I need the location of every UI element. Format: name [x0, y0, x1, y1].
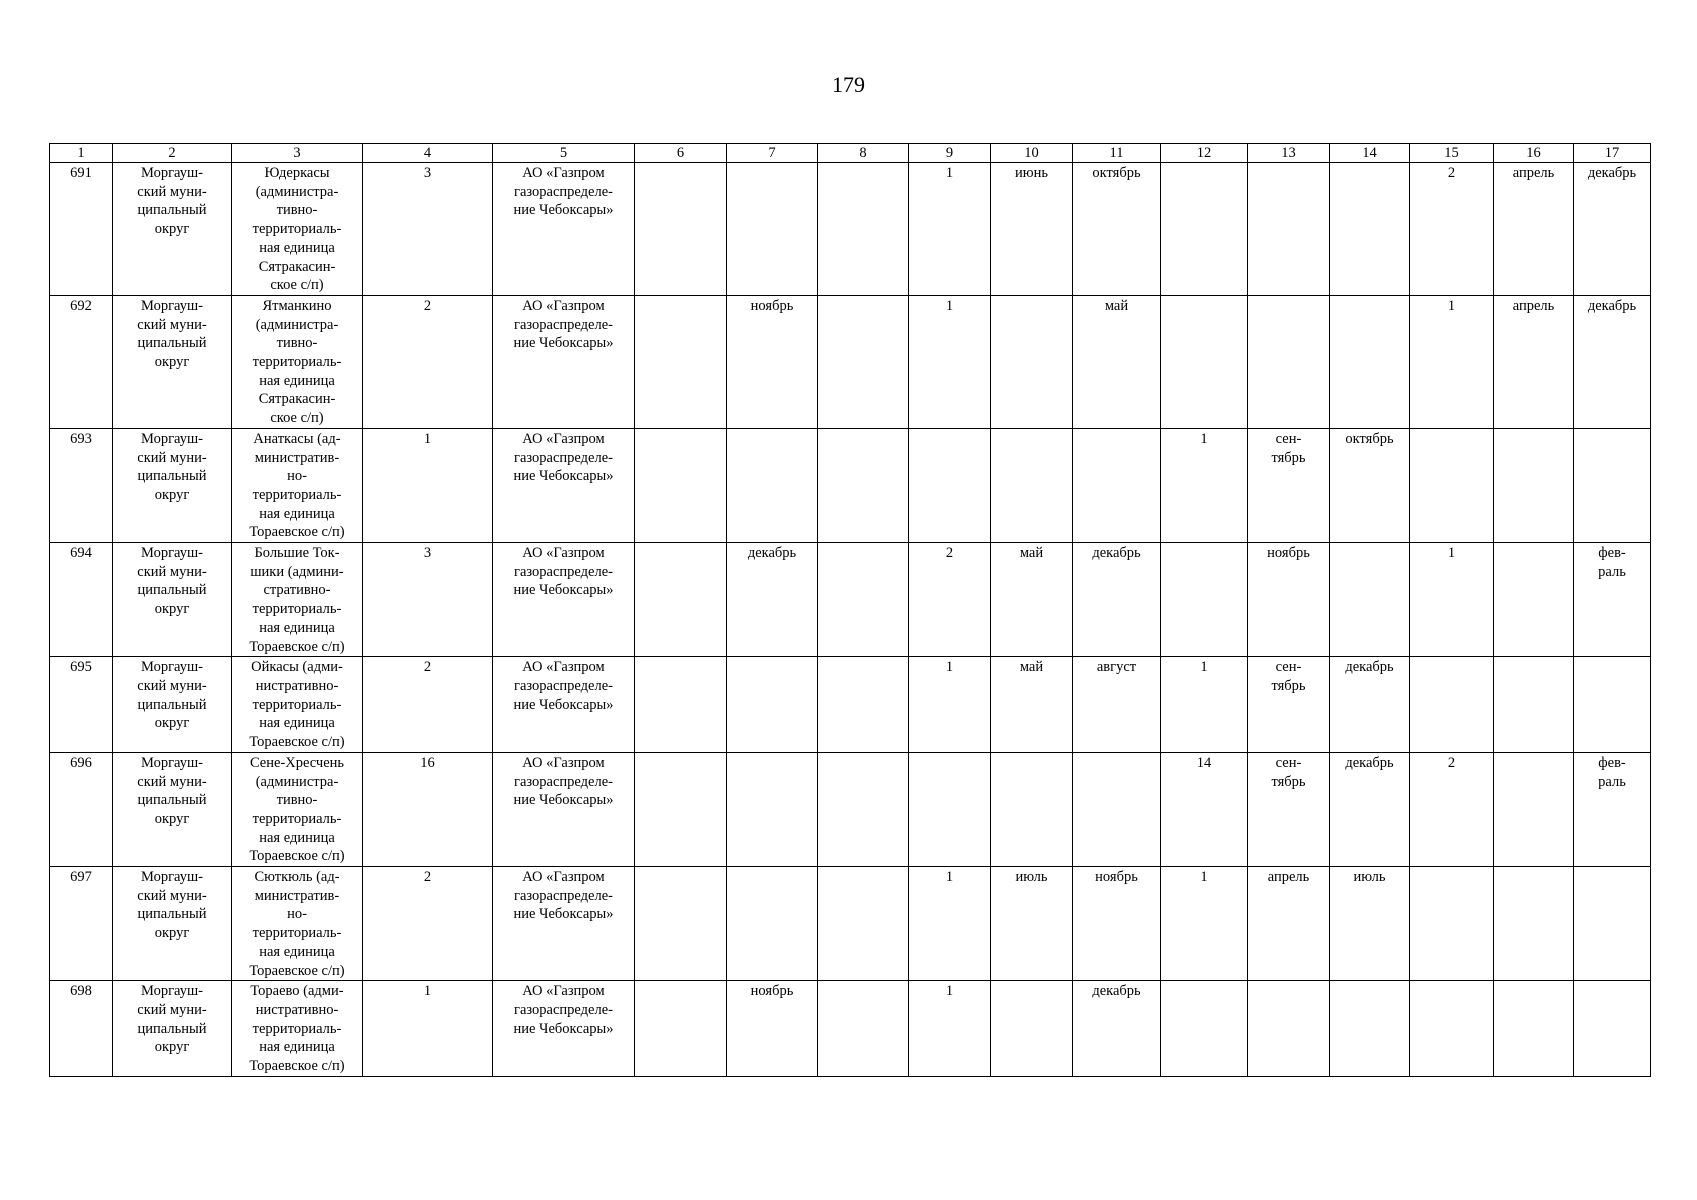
col8-cell [818, 981, 909, 1077]
cell-line: Большие Ток- [254, 545, 340, 562]
col9-cell [909, 428, 991, 542]
cell-line: ский муни- [137, 887, 207, 904]
cell-line: (администра- [255, 183, 339, 200]
settlement-cell [232, 295, 363, 428]
cell-line: территориаль- [252, 601, 342, 618]
col17-cell [1574, 428, 1651, 542]
cell-line: (администра- [255, 316, 339, 333]
page-number: 179 [832, 72, 865, 97]
col15-cell: 2 [1410, 752, 1494, 866]
cell-line: ние Чебоксары» [513, 906, 614, 923]
row-number-cell: 696 [50, 752, 113, 866]
cell-line: ский муни- [137, 677, 207, 694]
quantity-cell: 2 [363, 867, 493, 981]
district-cell [113, 981, 232, 1077]
col7-cell [727, 657, 818, 753]
cell-line: территориаль- [252, 486, 342, 503]
row-number-cell: 691 [50, 163, 113, 296]
cell-line: ский муни- [137, 563, 207, 580]
row-number-cell: 694 [50, 543, 113, 657]
col13-cell: ноябрь [1248, 543, 1330, 657]
quantity-cell: 1 [363, 981, 493, 1077]
col15-cell [1410, 867, 1494, 981]
column-number-cell: 11 [1073, 144, 1161, 163]
col7-cell: ноябрь [727, 295, 818, 428]
col11-cell: ноябрь [1073, 867, 1161, 981]
cell-line: АО «Газпром [522, 545, 605, 562]
col11-cell: октябрь [1073, 163, 1161, 296]
col12-cell: 14 [1161, 752, 1248, 866]
col9-cell: 1 [909, 163, 991, 296]
cell-line: ский муни- [137, 316, 207, 333]
column-number-cell: 7 [727, 144, 818, 163]
table-row [50, 867, 1651, 981]
col9-cell: 1 [909, 867, 991, 981]
district-cell [113, 657, 232, 753]
col7-cell [727, 867, 818, 981]
cell-line: Анаткасы (ад- [253, 430, 341, 447]
cell-line: ная единица [259, 1039, 335, 1056]
col16-cell [1494, 867, 1574, 981]
cell-line: округ [154, 486, 190, 503]
col8-cell [818, 543, 909, 657]
settlement-cell [232, 981, 363, 1077]
col7-cell: ноябрь [727, 981, 818, 1077]
column-number-cell: 8 [818, 144, 909, 163]
col12-cell: 1 [1161, 657, 1248, 753]
table-row [50, 295, 1651, 428]
table-row [50, 657, 1651, 753]
cell-line: ципальный [137, 906, 207, 923]
col10-cell [991, 428, 1073, 542]
quantity-cell: 3 [363, 543, 493, 657]
col10-cell: май [991, 543, 1073, 657]
cell-line: ние Чебоксары» [513, 792, 614, 809]
district-cell [113, 752, 232, 866]
row-number-cell: 695 [50, 657, 113, 753]
col16-cell: апрель [1494, 163, 1574, 296]
cell-line: Ятманкино [262, 297, 332, 314]
table-row [50, 428, 1651, 542]
district-cell [113, 867, 232, 981]
col8-cell [818, 657, 909, 753]
table-row [50, 163, 1651, 296]
cell-line: ципальный [137, 468, 207, 485]
organization-cell [493, 752, 635, 866]
cell-line: Юдеркасы [264, 165, 330, 181]
cell-line: Моргауш- [141, 869, 203, 886]
cell-line: ципальный [137, 792, 207, 809]
cell-line: ципальный [137, 335, 207, 352]
cell-line: Тораевское с/п) [249, 734, 345, 751]
organization-cell [493, 295, 635, 428]
organization-cell [493, 867, 635, 981]
col14-cell [1330, 543, 1410, 657]
cell-line: но- [287, 468, 307, 485]
cell-line: территориаль- [252, 354, 342, 371]
col9-cell: 2 [909, 543, 991, 657]
col16-cell [1494, 428, 1574, 542]
cell-line: территориаль- [252, 1020, 342, 1037]
cell-line: шики (админи- [250, 563, 344, 580]
cell-line: округ [154, 601, 190, 618]
col13-cell [1248, 163, 1330, 296]
organization-cell [493, 657, 635, 753]
column-number-cell: 5 [493, 144, 635, 163]
col16-cell: апрель [1494, 295, 1574, 428]
settlement-cell [232, 657, 363, 753]
col12-cell: 1 [1161, 428, 1248, 542]
data-table [49, 143, 1651, 1077]
cell-line: ная единица [259, 505, 335, 522]
col6-cell [635, 657, 727, 753]
col12-cell [1161, 163, 1248, 296]
col17-cell: декабрь [1574, 295, 1651, 428]
col12-cell [1161, 543, 1248, 657]
column-number-cell: 2 [113, 144, 232, 163]
col9-cell [909, 752, 991, 866]
cell-line: ная единица [259, 372, 335, 389]
col14-cell: октябрь [1330, 428, 1410, 542]
col8-cell [818, 295, 909, 428]
col6-cell [635, 543, 727, 657]
cell-line: территориаль- [252, 696, 342, 713]
cell-line: округ [154, 715, 190, 732]
cell-line: ципальный [137, 582, 207, 599]
settlement-cell [232, 163, 363, 296]
col17-cell: фев- раль [1574, 543, 1651, 657]
col10-cell [991, 752, 1073, 866]
cell-line: ная единица [259, 943, 335, 960]
quantity-cell: 2 [363, 657, 493, 753]
col10-cell: июнь [991, 163, 1073, 296]
col17-cell [1574, 867, 1651, 981]
col11-cell [1073, 428, 1161, 542]
cell-line: Моргауш- [141, 545, 203, 562]
col17-cell: фев- раль [1574, 752, 1651, 866]
cell-line: округ [154, 925, 190, 942]
col15-cell: 1 [1410, 543, 1494, 657]
col15-cell [1410, 657, 1494, 753]
settlement-cell [232, 543, 363, 657]
col10-cell: июль [991, 867, 1073, 981]
settlement-cell [232, 428, 363, 542]
cell-line: Тораевское с/п) [249, 962, 345, 979]
col9-cell: 1 [909, 981, 991, 1077]
col16-cell [1494, 657, 1574, 753]
cell-line: АО «Газпром [522, 754, 605, 771]
cell-line: стративно- [263, 582, 331, 599]
cell-line: ная единица [259, 715, 335, 732]
cell-line: ское с/п) [270, 277, 324, 294]
col6-cell [635, 428, 727, 542]
col11-cell: август [1073, 657, 1161, 753]
cell-line: округ [154, 354, 190, 371]
cell-line: Тораево (адми- [250, 983, 344, 1000]
cell-line: газораспределе- [514, 773, 613, 790]
district-cell [113, 428, 232, 542]
col14-cell [1330, 295, 1410, 428]
cell-line: газораспределе- [514, 449, 613, 466]
row-number-cell: 697 [50, 867, 113, 981]
cell-line: ский муни- [137, 1001, 207, 1018]
col7-cell: декабрь [727, 543, 818, 657]
col7-cell [727, 752, 818, 866]
cell-line: министратив- [254, 887, 340, 904]
organization-cell [493, 428, 635, 542]
col8-cell [818, 752, 909, 866]
col13-cell [1248, 295, 1330, 428]
cell-line: ние Чебоксары» [513, 1020, 614, 1037]
column-number-cell: 13 [1248, 144, 1330, 163]
cell-line: ский муни- [137, 449, 207, 466]
cell-line: Моргауш- [141, 297, 203, 314]
col15-cell: 2 [1410, 163, 1494, 296]
col7-cell [727, 428, 818, 542]
cell-line: тивно- [276, 335, 318, 352]
column-number-row [50, 144, 1651, 163]
organization-cell [493, 163, 635, 296]
cell-line: ние Чебоксары» [513, 696, 614, 713]
cell-line: ский муни- [137, 183, 207, 200]
cell-line: Тораевское с/п) [249, 848, 345, 865]
cell-line: газораспределе- [514, 316, 613, 333]
cell-line: Сятракасин- [258, 258, 336, 275]
col13-cell: апрель [1248, 867, 1330, 981]
cell-line: газораспределе- [514, 887, 613, 904]
table-row [50, 981, 1651, 1077]
col16-cell [1494, 752, 1574, 866]
cell-line: ский муни- [137, 773, 207, 790]
cell-line: тивно- [276, 202, 318, 219]
cell-line: газораспределе- [514, 183, 613, 200]
column-number-cell: 17 [1574, 144, 1651, 163]
col10-cell [991, 981, 1073, 1077]
col10-cell: май [991, 657, 1073, 753]
col13-cell [1248, 981, 1330, 1077]
cell-line: Сятракасин- [258, 391, 336, 408]
cell-line: Тораевское с/п) [249, 1058, 345, 1075]
col8-cell [818, 867, 909, 981]
cell-line: Тораевское с/п) [249, 638, 345, 655]
column-number-cell: 6 [635, 144, 727, 163]
cell-line: газораспределе- [514, 563, 613, 580]
column-number-cell: 4 [363, 144, 493, 163]
col12-cell: 1 [1161, 867, 1248, 981]
col11-cell [1073, 752, 1161, 866]
table-body [50, 163, 1651, 1077]
col12-cell [1161, 295, 1248, 428]
col8-cell [818, 163, 909, 296]
col9-cell: 1 [909, 295, 991, 428]
cell-line: (администра- [255, 773, 339, 790]
organization-cell [493, 543, 635, 657]
cell-line: АО «Газпром [522, 430, 605, 447]
col6-cell [635, 752, 727, 866]
cell-line: но- [287, 906, 307, 923]
cell-line: территориаль- [252, 810, 342, 827]
col17-cell: декабрь [1574, 163, 1651, 296]
col6-cell [635, 981, 727, 1077]
cell-line: министратив- [254, 449, 340, 466]
column-number-cell: 15 [1410, 144, 1494, 163]
col6-cell [635, 867, 727, 981]
column-number-cell: 12 [1161, 144, 1248, 163]
col10-cell [991, 295, 1073, 428]
settlement-cell [232, 752, 363, 866]
cell-line: Моргауш- [141, 659, 203, 676]
row-number-cell: 693 [50, 428, 113, 542]
column-number-cell: 9 [909, 144, 991, 163]
cell-line: Моргауш- [141, 754, 203, 771]
cell-line: нистративно- [255, 1001, 339, 1018]
quantity-cell: 16 [363, 752, 493, 866]
cell-line: АО «Газпром [522, 983, 605, 1000]
cell-line: ние Чебоксары» [513, 468, 614, 485]
col17-cell [1574, 981, 1651, 1077]
cell-line: тивно- [276, 792, 318, 809]
col11-cell: декабрь [1073, 981, 1161, 1077]
cell-line: ная единица [259, 829, 335, 846]
col14-cell: декабрь [1330, 752, 1410, 866]
cell-line: территориаль- [252, 221, 342, 238]
cell-line: АО «Газпром [522, 165, 605, 181]
cell-line: ципальный [137, 1020, 207, 1037]
col15-cell [1410, 981, 1494, 1077]
cell-line: ское с/п) [270, 410, 324, 427]
organization-cell [493, 981, 635, 1077]
col13-cell: сен- тябрь [1248, 657, 1330, 753]
cell-line: нистративно- [255, 677, 339, 694]
cell-line: АО «Газпром [522, 297, 605, 314]
cell-line: ная единица [259, 619, 335, 636]
col15-cell: 1 [1410, 295, 1494, 428]
cell-line: АО «Газпром [522, 659, 605, 676]
cell-line: ние Чебоксары» [513, 202, 614, 219]
col7-cell [727, 163, 818, 296]
col16-cell [1494, 543, 1574, 657]
col12-cell [1161, 981, 1248, 1077]
column-number-cell: 14 [1330, 144, 1410, 163]
col11-cell: май [1073, 295, 1161, 428]
column-number-cell: 1 [50, 144, 113, 163]
cell-line: ная единица [259, 239, 335, 256]
cell-line: округ [154, 810, 190, 827]
col11-cell: декабрь [1073, 543, 1161, 657]
col14-cell: декабрь [1330, 657, 1410, 753]
table-row [50, 543, 1651, 657]
col14-cell [1330, 163, 1410, 296]
column-number-cell: 10 [991, 144, 1073, 163]
col15-cell [1410, 428, 1494, 542]
col13-cell: сен- тябрь [1248, 428, 1330, 542]
district-cell [113, 163, 232, 296]
cell-line: ние Чебоксары» [513, 582, 614, 599]
cell-line: АО «Газпром [522, 869, 605, 886]
quantity-cell: 3 [363, 163, 493, 296]
district-cell [113, 295, 232, 428]
col8-cell [818, 428, 909, 542]
col9-cell: 1 [909, 657, 991, 753]
quantity-cell: 2 [363, 295, 493, 428]
cell-line: ципальный [137, 202, 207, 219]
cell-line: Сене-Хресчень [249, 754, 345, 771]
column-number-cell: 3 [232, 144, 363, 163]
table-row [50, 752, 1651, 866]
settlement-cell [232, 867, 363, 981]
col14-cell [1330, 981, 1410, 1077]
col6-cell [635, 295, 727, 428]
cell-line: ципальный [137, 696, 207, 713]
col17-cell [1574, 657, 1651, 753]
cell-line: округ [154, 221, 190, 238]
row-number-cell: 698 [50, 981, 113, 1077]
col14-cell: июль [1330, 867, 1410, 981]
cell-line: округ [154, 1039, 190, 1056]
col16-cell [1494, 981, 1574, 1077]
cell-line: Моргауш- [141, 983, 203, 1000]
column-number-cell: 16 [1494, 144, 1574, 163]
col6-cell [635, 163, 727, 296]
cell-line: Ойкасы (адми- [251, 659, 343, 676]
cell-line: Сюткюль (ад- [254, 869, 340, 886]
quantity-cell: 1 [363, 428, 493, 542]
cell-line: газораспределе- [514, 1001, 613, 1018]
cell-line: ние Чебоксары» [513, 335, 614, 352]
cell-line: Моргауш- [141, 165, 203, 181]
row-number-cell: 692 [50, 295, 113, 428]
cell-line: газораспределе- [514, 677, 613, 694]
cell-line: Тораевское с/п) [249, 524, 345, 541]
col13-cell: сен- тябрь [1248, 752, 1330, 866]
cell-line: Моргауш- [141, 430, 203, 447]
district-cell [113, 543, 232, 657]
cell-line: территориаль- [252, 925, 342, 942]
